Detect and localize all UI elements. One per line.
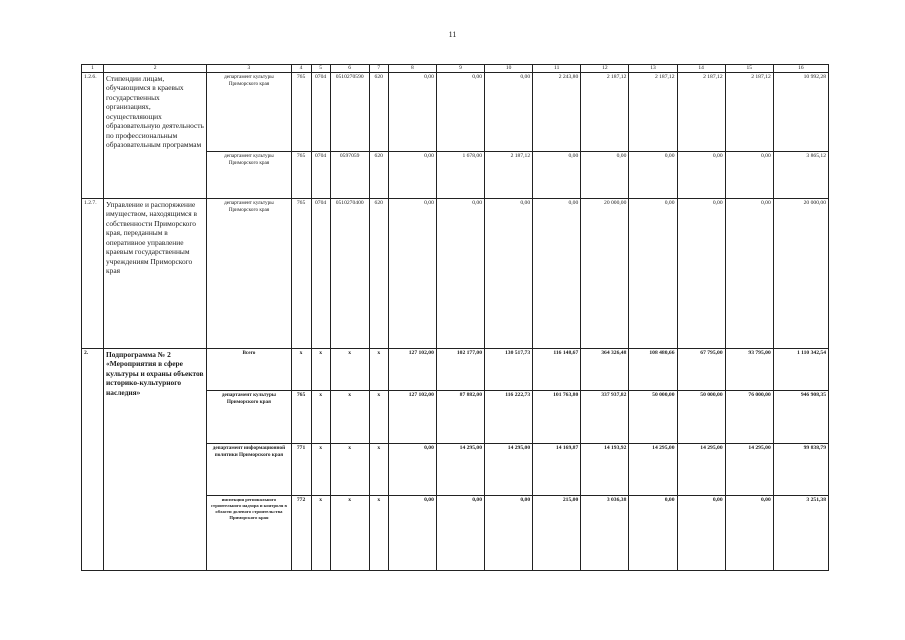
year-amount: 0,00	[388, 444, 436, 496]
year-amount: 0,00	[677, 496, 725, 571]
grbs-code: 765	[291, 199, 311, 349]
year-amount: 2 187,12	[725, 73, 773, 152]
responsible-executor: инспекция регионального строительного надзора и контроля в области долевого строительства Приморского края	[207, 496, 291, 571]
budget-table	[81, 64, 829, 571]
year-amount: 2 187,12	[485, 152, 533, 199]
expense-type-code: x	[369, 496, 388, 571]
table-row	[82, 199, 829, 349]
responsible-executor: департамент культуры Приморского края	[207, 391, 291, 444]
expense-type-code: x	[369, 444, 388, 496]
year-amount: 67 795,00	[677, 349, 725, 391]
column-header: 9	[436, 65, 484, 73]
year-amount: 0,00	[629, 199, 677, 349]
grbs-code: 772	[291, 496, 311, 571]
target-article-code: 0597059	[330, 152, 369, 199]
page-number: 11	[448, 30, 457, 39]
section-code: 0704	[311, 199, 330, 349]
year-amount: 215,00	[533, 496, 581, 571]
column-header: 4	[291, 65, 311, 73]
expense-type-code: x	[369, 391, 388, 444]
year-amount: 0,00	[629, 496, 677, 571]
year-amount: 2 187,12	[629, 73, 677, 152]
grbs-code: x	[291, 349, 311, 391]
expense-type-code: x	[369, 349, 388, 391]
year-amount: 0,00	[485, 199, 533, 349]
year-amount: 127 102,00	[388, 349, 436, 391]
activity-name: Управление и распоряжение имуществом, находящимся в собственности Приморского края, переданным в оперативное управление краевым государственным учреждениям Приморского края	[104, 199, 207, 349]
responsible-executor: департамент культуры Приморского края	[207, 152, 291, 199]
expense-type-code: 620	[369, 73, 388, 152]
grbs-code: 765	[291, 391, 311, 444]
year-amount: 14 295,00	[725, 444, 773, 496]
year-amount: 0,00	[533, 199, 581, 349]
year-amount: 14 193,92	[581, 444, 629, 496]
column-header: 6	[330, 65, 369, 73]
target-article-code: x	[330, 496, 369, 571]
column-header: 8	[388, 65, 436, 73]
year-amount: 127 102,00	[388, 391, 436, 444]
total-amount: 99 838,79	[773, 444, 828, 496]
year-amount: 2 187,12	[677, 73, 725, 152]
column-header: 14	[677, 65, 725, 73]
row-index: 1.2.7.	[82, 199, 104, 349]
year-amount: 0,00	[485, 496, 533, 571]
year-amount: 116 148,67	[533, 349, 581, 391]
table-row	[82, 73, 829, 152]
year-amount: 93 795,00	[725, 349, 773, 391]
total-amount: 1 110 342,54	[773, 349, 828, 391]
grbs-code: 765	[291, 152, 311, 199]
year-amount: 0,00	[581, 152, 629, 199]
column-header: 5	[311, 65, 330, 73]
year-amount: 0,00	[388, 73, 436, 152]
responsible-executor: департамент культуры Приморского края	[207, 73, 291, 152]
year-amount: 0,00	[677, 152, 725, 199]
section-code: 0704	[311, 73, 330, 152]
year-amount: 364 326,48	[581, 349, 629, 391]
year-amount: 0,00	[677, 199, 725, 349]
column-header: 10	[485, 65, 533, 73]
year-amount: 2 243,80	[533, 73, 581, 152]
row-index: 2.	[82, 349, 104, 571]
year-amount: 101 763,80	[533, 391, 581, 444]
responsible-executor: департамент культуры Приморского края	[207, 199, 291, 349]
year-amount: 102 177,00	[436, 349, 484, 391]
column-header: 2	[104, 65, 207, 73]
responsible-executor: Всего	[207, 349, 291, 391]
target-article-code: x	[330, 444, 369, 496]
year-amount: 50 000,00	[677, 391, 725, 444]
activity-name: Подпрограмма № 2 «Мероприятия в сфере культуры и охраны объектов историко-культурного наследия»	[104, 349, 207, 571]
year-amount: 0,00	[388, 152, 436, 199]
year-amount: 3 036,38	[581, 496, 629, 571]
year-amount: 14 295,00	[629, 444, 677, 496]
total-amount: 3 251,38	[773, 496, 828, 571]
year-amount: 0,00	[436, 496, 484, 571]
target-article-code: 0510270400	[330, 199, 369, 349]
header-row	[82, 65, 829, 73]
year-amount: 337 937,82	[581, 391, 629, 444]
year-amount: 0,00	[725, 152, 773, 199]
section-code: x	[311, 444, 330, 496]
year-amount: 2 187,12	[581, 73, 629, 152]
column-header: 3	[207, 65, 291, 73]
year-amount: 14 295,00	[485, 444, 533, 496]
year-amount: 0,00	[533, 152, 581, 199]
column-header: 11	[533, 65, 581, 73]
column-header: 1	[82, 65, 104, 73]
year-amount: 14 295,00	[436, 444, 484, 496]
year-amount: 108 480,66	[629, 349, 677, 391]
year-amount: 76 000,00	[725, 391, 773, 444]
year-amount: 14 169,87	[533, 444, 581, 496]
column-header: 16	[773, 65, 828, 73]
total-amount: 3 865,12	[773, 152, 828, 199]
row-index: 1.2.6.	[82, 73, 104, 199]
section-code: 0704	[311, 152, 330, 199]
expense-type-code: 620	[369, 199, 388, 349]
column-header: 15	[725, 65, 773, 73]
grbs-code: 771	[291, 444, 311, 496]
year-amount: 0,00	[485, 73, 533, 152]
total-amount: 20 000,00	[773, 199, 828, 349]
year-amount: 20 000,00	[581, 199, 629, 349]
year-amount: 0,00	[725, 199, 773, 349]
table-body	[82, 65, 829, 571]
year-amount: 0,00	[388, 199, 436, 349]
year-amount: 0,00	[725, 496, 773, 571]
year-amount: 87 882,00	[436, 391, 484, 444]
target-article-code: x	[330, 349, 369, 391]
column-header: 13	[629, 65, 677, 73]
total-amount: 10 992,28	[773, 73, 828, 152]
year-amount: 1 678,00	[436, 152, 484, 199]
year-amount: 14 295,00	[677, 444, 725, 496]
activity-name: Стипендии лицам, обучающимся в краевых государственных организациях, осуществляющих образовательную деятельность по профессиональным образовательным программам	[104, 73, 207, 199]
year-amount: 116 222,73	[485, 391, 533, 444]
target-article-code: 0510270590	[330, 73, 369, 152]
year-amount: 0,00	[436, 73, 484, 152]
section-code: x	[311, 391, 330, 444]
target-article-code: x	[330, 391, 369, 444]
table-row	[82, 349, 829, 391]
year-amount: 0,00	[388, 496, 436, 571]
year-amount: 50 000,00	[629, 391, 677, 444]
column-header: 12	[581, 65, 629, 73]
section-code: x	[311, 349, 330, 391]
responsible-executor: департамент информационной политики Приморского края	[207, 444, 291, 496]
expense-type-code: 620	[369, 152, 388, 199]
year-amount: 0,00	[629, 152, 677, 199]
year-amount: 0,00	[436, 199, 484, 349]
column-header: 7	[369, 65, 388, 73]
year-amount: 130 517,73	[485, 349, 533, 391]
section-code: x	[311, 496, 330, 571]
grbs-code: 765	[291, 73, 311, 152]
total-amount: 946 908,35	[773, 391, 828, 444]
